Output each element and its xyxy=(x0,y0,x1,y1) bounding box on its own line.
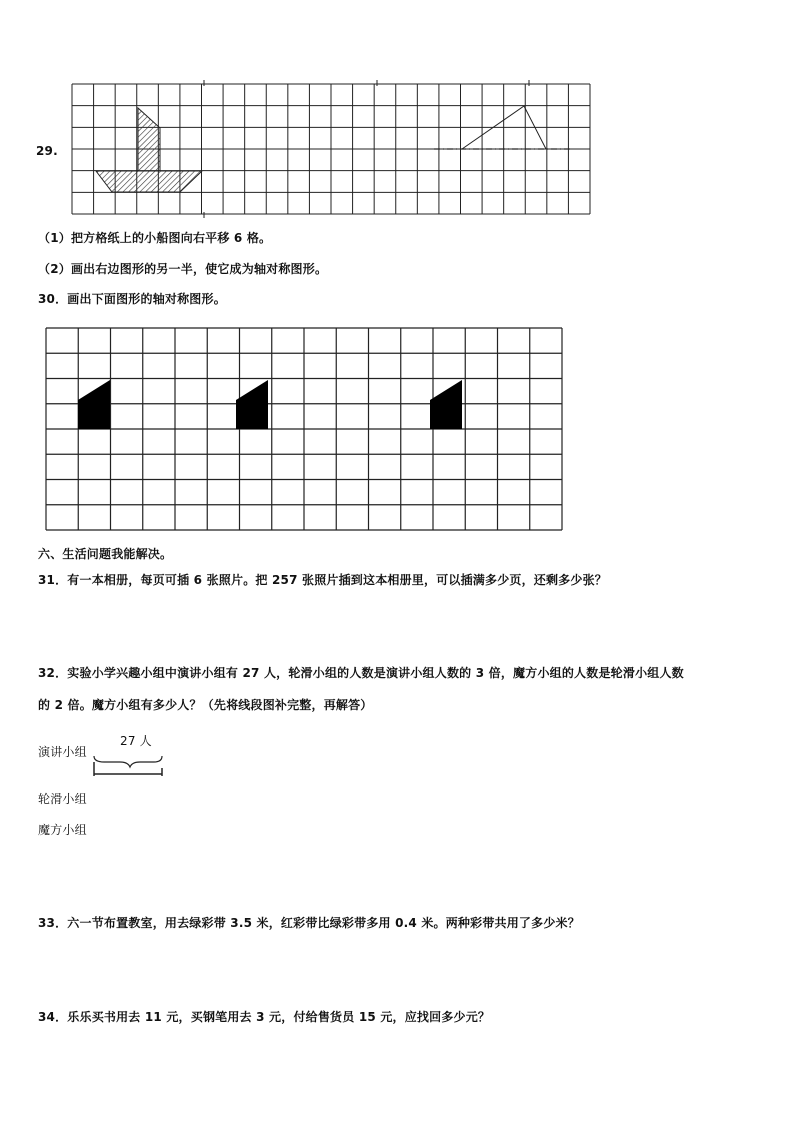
brace-label: 27 人 xyxy=(120,734,152,748)
q29-part1: （1）把方格纸上的小船图向右平移 6 格。 xyxy=(38,231,272,245)
q32-line2: 的 2 倍。魔方小组有多少人？（先将线段图补完整，再解答） xyxy=(38,698,373,712)
q31-text: 31．有一本相册，每页可插 6 张照片。把 257 张照片插到这本相册里，可以插满多少页，还剩多少张？ xyxy=(38,573,608,587)
q30-grid xyxy=(46,328,564,532)
q33-text: 33．六一节布置教室，用去绿彩带 3.5 米，红彩带比绿彩带多用 0.4 米。两种彩带共用了多少米？ xyxy=(38,916,580,930)
q32-line1: 32．实验小学兴趣小组中演讲小组有 27 人，轮滑小组的人数是演讲小组人数的 3 倍，魔方小组的人数是轮滑小组人数 xyxy=(38,666,684,680)
trapezoid-shape-1 xyxy=(78,380,110,429)
curly-brace xyxy=(90,748,170,778)
trapezoid-shape-3 xyxy=(430,380,462,429)
row-label-yanjiang: 演讲小组 xyxy=(38,745,87,759)
q29-number: 29. xyxy=(36,144,58,158)
q30-text: 30．画出下面图形的轴对称图形。 xyxy=(38,292,226,306)
q29-grid xyxy=(72,84,592,216)
boat-sail-shape xyxy=(138,108,160,171)
section6-heading: 六、生活问题我能解决。 xyxy=(38,547,173,561)
row-label-mofang: 魔方小组 xyxy=(38,823,87,837)
boat-hull-shape xyxy=(96,171,202,192)
q34-text: 34．乐乐买书用去 11 元，买钢笔用去 3 元，付给售货员 15 元，应找回多少元？ xyxy=(38,1010,491,1024)
row-label-lunhua: 轮滑小组 xyxy=(38,792,87,806)
q29-part2: （2）画出右边图形的另一半，使它成为轴对称图形。 xyxy=(38,262,328,276)
trapezoid-shape-2 xyxy=(236,380,268,429)
